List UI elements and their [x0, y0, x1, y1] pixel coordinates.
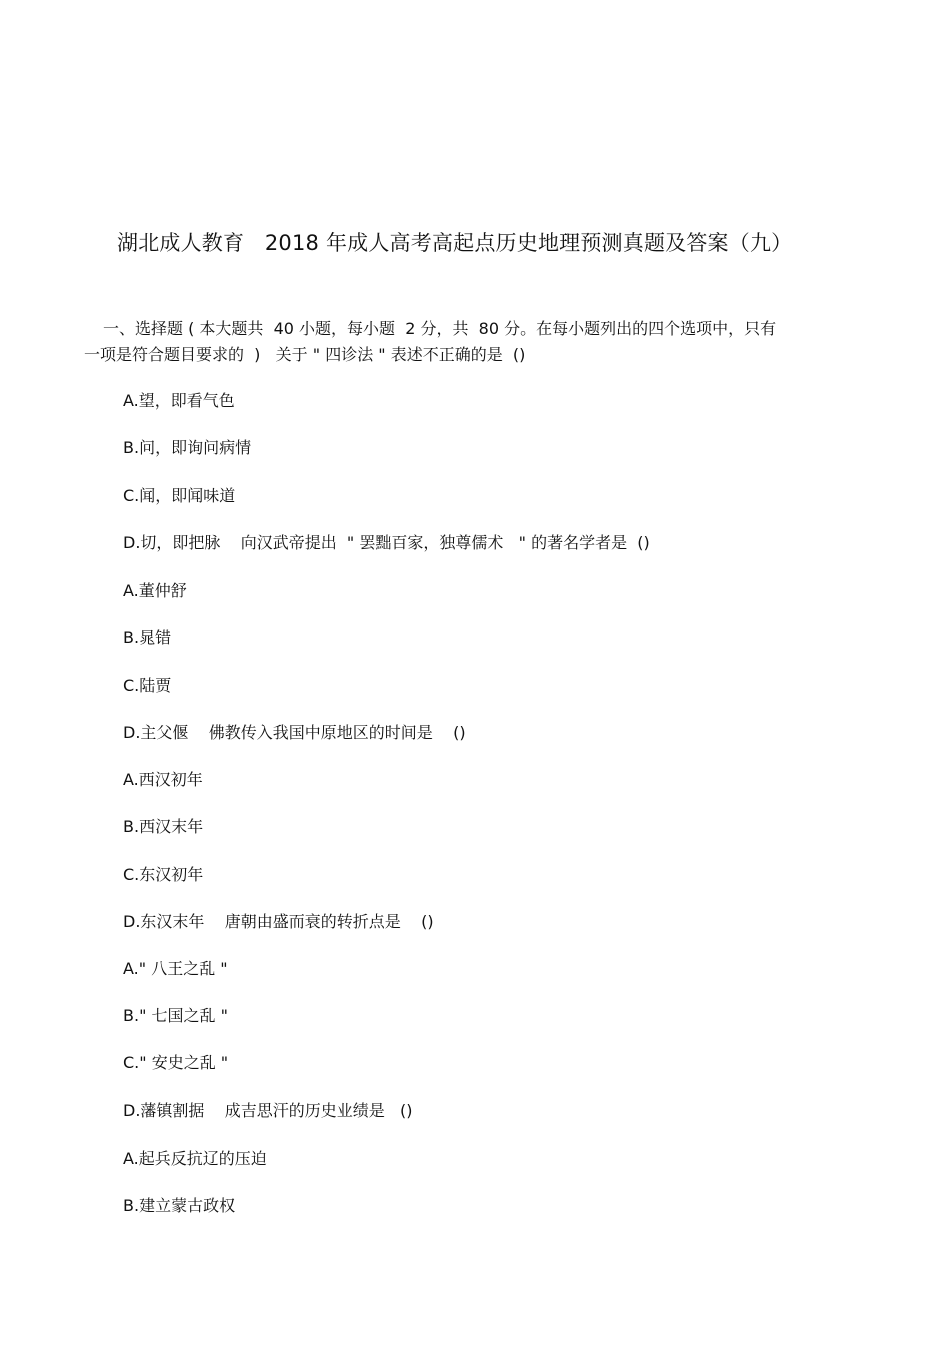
option-line: C.东汉初年 [123, 865, 204, 884]
document-title: 湖北成人教育 2018 年成人高考高起点历史地理预测真题及答案（九） [117, 231, 793, 255]
option-line: A." 八王之乱 " [123, 959, 228, 978]
option-line: D.藩镇割据 成吉思汗的历史业绩是 () [123, 1101, 413, 1120]
option-line: B.晁错 [123, 628, 172, 647]
option-line: B.建立蒙古政权 [123, 1196, 236, 1215]
option-line: B.问，即询问病情 [123, 438, 252, 457]
option-line: D.切，即把脉 向汉武帝提出 " 罢黜百家，独尊儒术 " 的著名学者是 () [123, 533, 650, 552]
option-line: C.陆贾 [123, 676, 172, 695]
option-line: D.主父偃 佛教传入我国中原地区的时间是 () [123, 723, 466, 742]
option-line: A.董仲舒 [123, 581, 187, 600]
section-intro [84, 316, 874, 368]
option-line: B." 七国之乱 " [123, 1006, 228, 1025]
option-line: A.起兵反抗辽的压迫 [123, 1149, 267, 1168]
option-line: A.西汉初年 [123, 770, 203, 789]
option-line: C.闻，即闻味道 [123, 486, 236, 505]
intro-line: 一项是符合题目要求的 ) 关于 " 四诊法 " 表述不正确的是 () [84, 345, 526, 364]
intro-line: 一、选择题 ( 本大题共 40 小题，每小题 2 分，共 80 分。在每小题列出的四个选项中，只有 [103, 319, 777, 338]
option-line: B.西汉末年 [123, 817, 204, 836]
option-line: D.东汉末年 唐朝由盛而衰的转折点是 () [123, 912, 434, 931]
option-line: A.望，即看气色 [123, 391, 235, 410]
option-line: C." 安史之乱 " [123, 1053, 229, 1072]
